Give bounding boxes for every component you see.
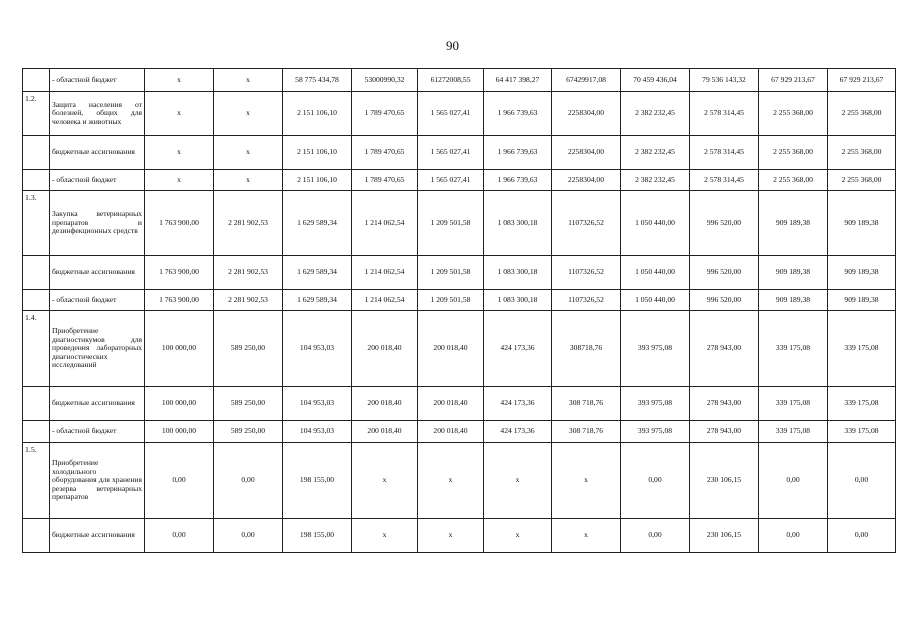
item-number-cell: [23, 421, 50, 443]
value-cell: 104 953,03: [283, 387, 352, 421]
item-number-cell: 1.4.: [23, 311, 50, 387]
value-cell: 1 763 900,00: [145, 256, 214, 290]
value-cell: х: [552, 519, 621, 553]
value-cell: 308718,76: [552, 311, 621, 387]
value-cell: 1 629 589,34: [283, 290, 352, 311]
value-cell: 424 173,36: [484, 387, 552, 421]
value-cell: 0,00: [828, 519, 896, 553]
item-number-cell: [23, 387, 50, 421]
value-cell: 1 966 739,63: [484, 136, 552, 170]
value-cell: 1 083 300,18: [484, 256, 552, 290]
value-cell: 104 953,03: [283, 311, 352, 387]
value-cell: 0,00: [145, 443, 214, 519]
value-cell: 67429917,08: [552, 69, 621, 92]
value-cell: х: [145, 170, 214, 191]
value-cell: 200 018,40: [418, 421, 484, 443]
value-cell: 1107326,52: [552, 191, 621, 256]
value-cell: 0,00: [621, 443, 690, 519]
value-cell: 2258304,00: [552, 136, 621, 170]
item-name-cell: - областной бюджет: [50, 290, 145, 311]
value-cell: 0,00: [759, 519, 828, 553]
value-cell: 0,00: [214, 443, 283, 519]
value-cell: 339 175,08: [759, 421, 828, 443]
value-cell: х: [145, 92, 214, 136]
value-cell: 996 520,00: [690, 290, 759, 311]
value-cell: 1 565 027,41: [418, 136, 484, 170]
table-row: [23, 92, 896, 136]
value-cell: 0,00: [621, 519, 690, 553]
table-row: [23, 256, 896, 290]
value-cell: х: [418, 519, 484, 553]
item-number-cell: [23, 256, 50, 290]
value-cell: 198 155,00: [283, 519, 352, 553]
value-cell: 2 151 106,10: [283, 92, 352, 136]
value-cell: 339 175,08: [759, 387, 828, 421]
item-number-cell: [23, 290, 50, 311]
value-cell: 308 718,76: [552, 421, 621, 443]
value-cell: 2 255 368,00: [759, 92, 828, 136]
value-cell: 67 929 213,67: [759, 69, 828, 92]
table-row: [23, 387, 896, 421]
value-cell: х: [552, 443, 621, 519]
value-cell: 1 209 501,58: [418, 256, 484, 290]
item-number-cell: [23, 136, 50, 170]
value-cell: 2 382 232,45: [621, 170, 690, 191]
item-name-cell: - областной бюджет: [50, 421, 145, 443]
value-cell: 100 000,00: [145, 311, 214, 387]
item-name-cell: бюджетные ассигнования: [50, 387, 145, 421]
value-cell: 1 789 470,65: [352, 92, 418, 136]
value-cell: 2 281 902,53: [214, 256, 283, 290]
item-number-cell: 1.5.: [23, 443, 50, 519]
value-cell: 909 189,38: [759, 256, 828, 290]
value-cell: 1 565 027,41: [418, 92, 484, 136]
value-cell: 909 189,38: [759, 290, 828, 311]
value-cell: 0,00: [759, 443, 828, 519]
item-name-cell: Приобретение диагностикумов для проведения лабораторных диагностических исследований: [50, 311, 145, 387]
value-cell: 1 763 900,00: [145, 290, 214, 311]
value-cell: 2 255 368,00: [828, 92, 896, 136]
item-number-cell: [23, 170, 50, 191]
table-row: [23, 170, 896, 191]
value-cell: 1 565 027,41: [418, 170, 484, 191]
value-cell: 1 214 062,54: [352, 290, 418, 311]
value-cell: х: [484, 519, 552, 553]
value-cell: 61272008,55: [418, 69, 484, 92]
value-cell: 393 975,08: [621, 387, 690, 421]
value-cell: 2 255 368,00: [828, 170, 896, 191]
value-cell: 200 018,40: [418, 311, 484, 387]
value-cell: 278 943,00: [690, 387, 759, 421]
item-number-cell: 1.2.: [23, 92, 50, 136]
value-cell: 200 018,40: [352, 387, 418, 421]
value-cell: 909 189,38: [828, 191, 896, 256]
value-cell: 339 175,08: [828, 387, 896, 421]
value-cell: 2 255 368,00: [759, 170, 828, 191]
item-name-cell: - областной бюджет: [50, 170, 145, 191]
value-cell: 2 382 232,45: [621, 136, 690, 170]
value-cell: 1 966 739,63: [484, 170, 552, 191]
value-cell: 1 214 062,54: [352, 256, 418, 290]
value-cell: 1 083 300,18: [484, 290, 552, 311]
item-name-cell: бюджетные ассигнования: [50, 256, 145, 290]
table-row: [23, 136, 896, 170]
item-name-cell: бюджетные ассигнования: [50, 519, 145, 553]
value-cell: 1107326,52: [552, 256, 621, 290]
value-cell: 393 975,08: [621, 421, 690, 443]
value-cell: х: [214, 136, 283, 170]
value-cell: 1 209 501,58: [418, 191, 484, 256]
value-cell: 2258304,00: [552, 92, 621, 136]
value-cell: 424 173,36: [484, 311, 552, 387]
value-cell: 1 209 501,58: [418, 290, 484, 311]
value-cell: 2 578 314,45: [690, 136, 759, 170]
table-body: [23, 69, 896, 553]
value-cell: 2 578 314,45: [690, 92, 759, 136]
value-cell: 1 763 900,00: [145, 191, 214, 256]
table-row: [23, 443, 896, 519]
value-cell: 100 000,00: [145, 421, 214, 443]
value-cell: 70 459 436,04: [621, 69, 690, 92]
value-cell: 230 106,15: [690, 519, 759, 553]
value-cell: 1 083 300,18: [484, 191, 552, 256]
value-cell: 2 281 902,53: [214, 290, 283, 311]
value-cell: 278 943,00: [690, 311, 759, 387]
item-number-cell: [23, 69, 50, 92]
value-cell: 1107326,52: [552, 290, 621, 311]
value-cell: 1 050 440,00: [621, 191, 690, 256]
value-cell: 339 175,08: [828, 311, 896, 387]
value-cell: 2 578 314,45: [690, 170, 759, 191]
value-cell: 64 417 398,27: [484, 69, 552, 92]
value-cell: 996 520,00: [690, 191, 759, 256]
item-name-cell: Защита населения от болезней, общих для человека и животных: [50, 92, 145, 136]
table-row: [23, 519, 896, 553]
value-cell: 200 018,40: [352, 311, 418, 387]
value-cell: 393 975,08: [621, 311, 690, 387]
value-cell: 58 775 434,78: [283, 69, 352, 92]
value-cell: 1 050 440,00: [621, 256, 690, 290]
table-row: [23, 290, 896, 311]
value-cell: х: [145, 69, 214, 92]
value-cell: 589 250,00: [214, 311, 283, 387]
value-cell: 1 629 589,34: [283, 191, 352, 256]
budget-table: [22, 68, 896, 553]
value-cell: 2 255 368,00: [828, 136, 896, 170]
value-cell: 1 789 470,65: [352, 170, 418, 191]
value-cell: 339 175,08: [759, 311, 828, 387]
item-number-cell: [23, 519, 50, 553]
table-row: [23, 311, 896, 387]
value-cell: 1 050 440,00: [621, 290, 690, 311]
value-cell: х: [214, 170, 283, 191]
value-cell: 278 943,00: [690, 421, 759, 443]
value-cell: х: [214, 92, 283, 136]
value-cell: 909 189,38: [828, 256, 896, 290]
table-row: [23, 69, 896, 92]
value-cell: 424 173,36: [484, 421, 552, 443]
value-cell: 104 953,03: [283, 421, 352, 443]
value-cell: х: [418, 443, 484, 519]
value-cell: 909 189,38: [759, 191, 828, 256]
value-cell: 996 520,00: [690, 256, 759, 290]
page-number: 90: [446, 38, 459, 53]
value-cell: 79 536 143,32: [690, 69, 759, 92]
value-cell: 2 382 232,45: [621, 92, 690, 136]
value-cell: х: [214, 69, 283, 92]
value-cell: х: [484, 443, 552, 519]
value-cell: х: [352, 443, 418, 519]
item-name-cell: Закупка ветеринарных препаратов и дезинфекционных средств: [50, 191, 145, 256]
table-row: [23, 191, 896, 256]
value-cell: 0,00: [214, 519, 283, 553]
value-cell: 339 175,08: [828, 421, 896, 443]
value-cell: 200 018,40: [352, 421, 418, 443]
value-cell: 1 629 589,34: [283, 256, 352, 290]
item-name-cell: бюджетные ассигнования: [50, 136, 145, 170]
item-number-cell: 1.3.: [23, 191, 50, 256]
value-cell: 230 106,15: [690, 443, 759, 519]
value-cell: 198 155,00: [283, 443, 352, 519]
value-cell: 0,00: [828, 443, 896, 519]
item-name-cell: - областной бюджет: [50, 69, 145, 92]
value-cell: 0,00: [145, 519, 214, 553]
value-cell: х: [352, 519, 418, 553]
value-cell: 1 214 062,54: [352, 191, 418, 256]
value-cell: 100 000,00: [145, 387, 214, 421]
value-cell: 589 250,00: [214, 421, 283, 443]
value-cell: 1 789 470,65: [352, 136, 418, 170]
value-cell: х: [145, 136, 214, 170]
value-cell: 2 281 902,53: [214, 191, 283, 256]
value-cell: 200 018,40: [418, 387, 484, 421]
value-cell: 589 250,00: [214, 387, 283, 421]
value-cell: 909 189,38: [828, 290, 896, 311]
item-name-cell: Приобретение холодильного оборудования для хранения резерва ветеринарных препаратов: [50, 443, 145, 519]
value-cell: 1 966 739,63: [484, 92, 552, 136]
value-cell: 53000990,32: [352, 69, 418, 92]
value-cell: 2258304,00: [552, 170, 621, 191]
value-cell: 2 151 106,10: [283, 170, 352, 191]
table-row: [23, 421, 896, 443]
value-cell: 308 718,76: [552, 387, 621, 421]
value-cell: 2 151 106,10: [283, 136, 352, 170]
value-cell: 2 255 368,00: [759, 136, 828, 170]
value-cell: 67 929 213,67: [828, 69, 896, 92]
